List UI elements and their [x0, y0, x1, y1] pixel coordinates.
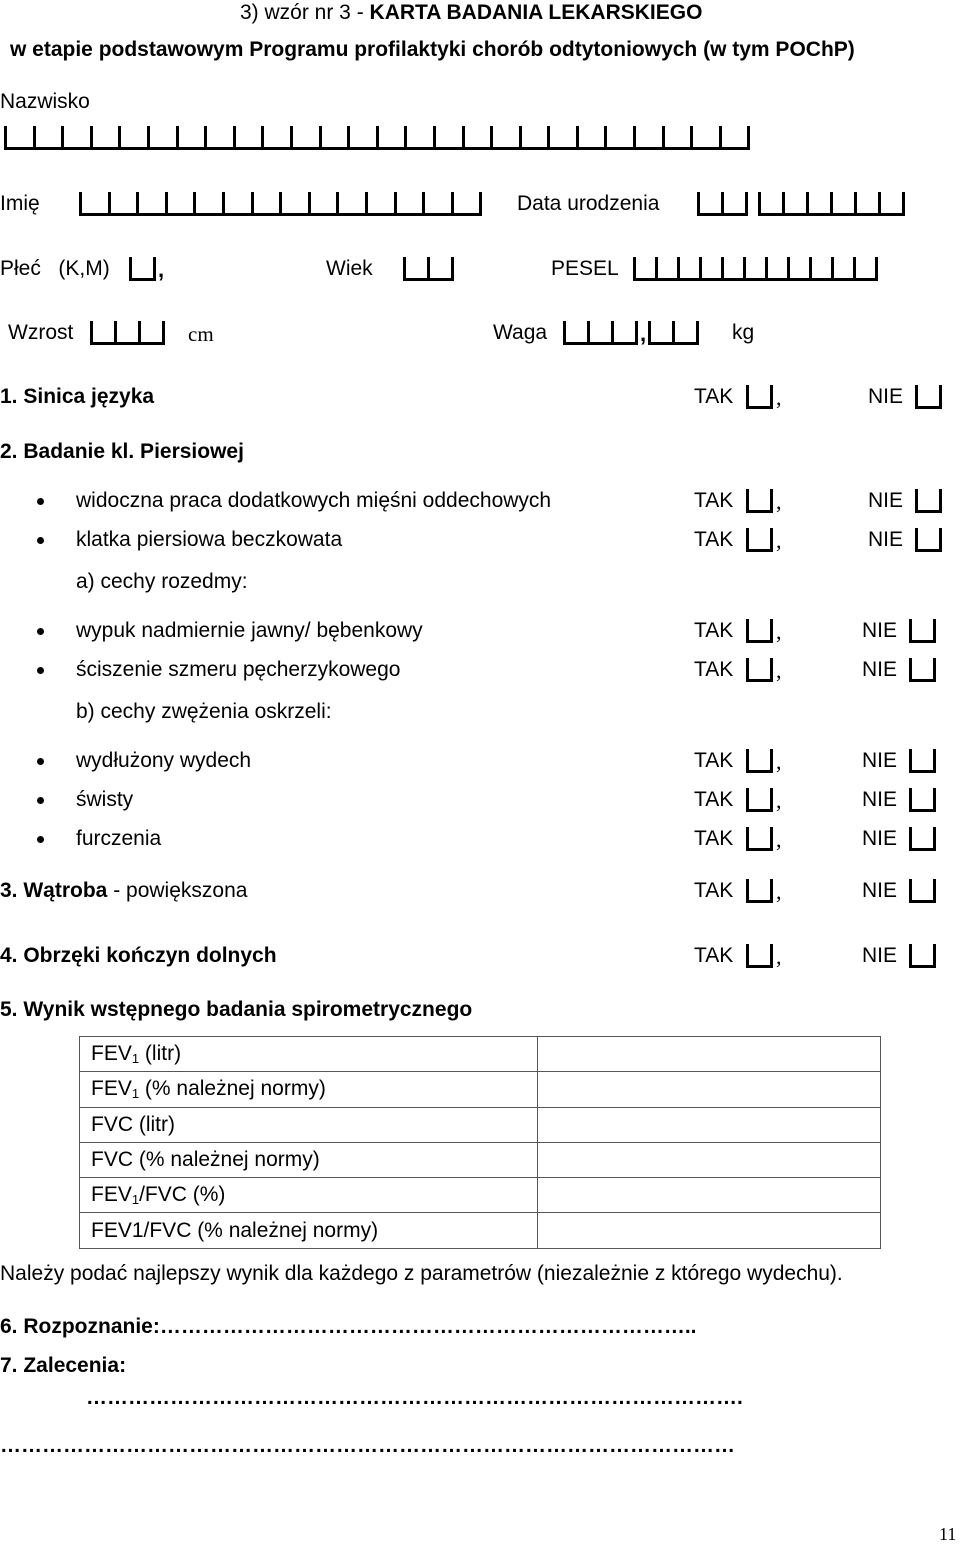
- spirometry-value[interactable]: [538, 1142, 881, 1177]
- item-diminished-breath: ściszenie szmeru pęcherzykowego: [76, 658, 401, 681]
- spirometry-value[interactable]: [538, 1107, 881, 1142]
- birthdate-field[interactable]: [697, 190, 905, 216]
- yes-label: TAK: [694, 619, 734, 642]
- input-cell[interactable]: [699, 257, 721, 281]
- input-cell[interactable]: [147, 126, 176, 150]
- document-header: [240, 0, 702, 26]
- age-label: Wiek: [326, 257, 373, 280]
- section-6-diagnosis[interactable]: 6. Rozpoznanie:…………………………………………………………………..: [0, 1315, 697, 1338]
- input-cell[interactable]: [336, 192, 365, 216]
- input-cell[interactable]: [721, 257, 743, 281]
- input-cell[interactable]: [204, 126, 233, 150]
- no-label: NIE: [862, 788, 898, 811]
- input-cell[interactable]: [462, 126, 491, 150]
- subsection-a-label: a) cechy rozedmy:: [76, 570, 248, 593]
- input-cell[interactable]: [290, 126, 319, 150]
- yes-checkbox[interactable]: ,: [746, 786, 782, 812]
- no-label: NIE: [862, 658, 898, 681]
- age-field[interactable]: [403, 255, 454, 281]
- section-1-label: 1. Sinica języka: [0, 385, 155, 408]
- weight-label: Waga: [493, 321, 548, 344]
- input-cell[interactable]: [422, 192, 451, 216]
- input-cell[interactable]: [118, 126, 147, 150]
- input-cell[interactable]: [655, 257, 677, 281]
- item-rhonchi: furczenia: [76, 827, 162, 850]
- spirometry-parameter: FEV1/FVC (% należnej normy): [80, 1213, 538, 1248]
- yes-label: TAK: [694, 658, 734, 681]
- input-cell[interactable]: [576, 126, 605, 150]
- section-3-label: 3. Wątroba - powiększona: [0, 879, 248, 902]
- no-checkbox[interactable]: [915, 526, 942, 552]
- section-7-label: 7. Zalecenia:: [0, 1354, 127, 1377]
- input-cell[interactable]: [165, 192, 194, 216]
- section-4-label: 4. Obrzęki kończyn dolnych: [0, 944, 277, 967]
- spirometry-row: [80, 1142, 881, 1177]
- yes-label: TAK: [694, 489, 734, 512]
- yes-label: TAK: [694, 944, 734, 967]
- bullet: [37, 758, 44, 765]
- subsection-b-label: b) cechy zwężenia oskrzeli:: [76, 700, 332, 723]
- no-checkbox[interactable]: [915, 487, 942, 513]
- no-checkbox[interactable]: [909, 786, 936, 812]
- input-cell[interactable]: [233, 126, 262, 150]
- input-cell[interactable]: [222, 192, 251, 216]
- no-checkbox[interactable]: [909, 617, 936, 643]
- input-cell[interactable]: [347, 126, 376, 150]
- yes-label: TAK: [694, 749, 734, 772]
- surname-field[interactable]: [4, 124, 750, 150]
- input-cell[interactable]: [633, 257, 655, 281]
- input-cell[interactable]: [604, 126, 633, 150]
- birthdate-label: Data urodzenia: [517, 192, 660, 215]
- item-hyperresonance: wypuk nadmiernie jawny/ bębenkowy: [76, 619, 423, 642]
- yes-checkbox[interactable]: ,: [746, 487, 782, 513]
- item-barrel-chest: klatka piersiowa beczkowata: [76, 528, 343, 551]
- input-cell[interactable]: [108, 192, 137, 216]
- pesel-field[interactable]: [633, 255, 878, 281]
- input-cell[interactable]: [743, 257, 765, 281]
- yes-checkbox[interactable]: ,: [746, 617, 782, 643]
- input-cell[interactable]: [394, 192, 423, 216]
- item-prolonged-expiration: wydłużony wydech: [76, 749, 252, 772]
- spirometry-parameter: FVC (litr): [80, 1107, 538, 1142]
- surname-label: Nazwisko: [0, 90, 90, 113]
- header-prefix: 3) wzór nr 3 -: [240, 1, 370, 24]
- input-cell[interactable]: [193, 192, 222, 216]
- spirometry-value[interactable]: [538, 1178, 881, 1213]
- input-cell[interactable]: [33, 126, 62, 150]
- no-checkbox[interactable]: [909, 877, 936, 903]
- spirometry-parameter: $FEV_1$ (% należnej normy): [80, 1072, 538, 1107]
- no-checkbox[interactable]: [909, 825, 936, 851]
- input-cell[interactable]: [765, 257, 787, 281]
- input-cell[interactable]: [4, 126, 33, 150]
- weight-unit: kg: [732, 321, 755, 344]
- spirometry-row: [80, 1213, 881, 1248]
- yes-label: TAK: [694, 528, 734, 551]
- no-label: NIE: [862, 879, 898, 902]
- input-cell[interactable]: [690, 126, 719, 150]
- input-cell[interactable]: [308, 192, 337, 216]
- input-cell[interactable]: [677, 257, 699, 281]
- yes-checkbox[interactable]: ,: [746, 825, 782, 851]
- height-field[interactable]: [90, 319, 165, 345]
- bullet: [37, 836, 44, 843]
- bullet: [37, 797, 44, 804]
- input-cell[interactable]: [809, 257, 831, 281]
- input-cell[interactable]: [853, 257, 875, 281]
- spirometry-row: [80, 1037, 881, 1072]
- no-checkbox[interactable]: [915, 383, 942, 409]
- spirometry-parameter: $FEV_1$ (litr): [80, 1037, 538, 1072]
- bullet: [37, 498, 44, 505]
- input-cell[interactable]: [251, 192, 280, 216]
- no-checkbox[interactable]: [909, 942, 936, 968]
- no-checkbox[interactable]: [909, 656, 936, 682]
- input-cell[interactable]: [662, 126, 691, 150]
- no-label: NIE: [862, 827, 898, 850]
- no-label: NIE: [868, 528, 904, 551]
- firstname-label: Imię: [0, 192, 40, 215]
- weight-field[interactable]: ,: [563, 319, 699, 345]
- page-number: 11: [939, 1524, 957, 1544]
- spirometry-value[interactable]: [538, 1213, 881, 1248]
- yes-checkbox[interactable]: ,: [746, 656, 782, 682]
- recommendations-line-1[interactable]: ………………………………………………………………………………….: [86, 1386, 743, 1409]
- input-cell[interactable]: [633, 126, 662, 150]
- yes-checkbox[interactable]: ,: [746, 942, 782, 968]
- yes-checkbox[interactable]: ,: [746, 383, 782, 409]
- recommendations-line-2[interactable]: ……………………………………………………………………………………………: [0, 1434, 735, 1457]
- input-cell[interactable]: [451, 192, 480, 216]
- header-title: KARTA BADANIA LEKARSKIEGO: [369, 1, 703, 24]
- no-label: NIE: [862, 749, 898, 772]
- no-checkbox[interactable]: [909, 747, 936, 773]
- input-cell[interactable]: [787, 257, 809, 281]
- input-cell[interactable]: [319, 126, 348, 150]
- pesel-label: PESEL: [551, 257, 619, 280]
- firstname-field[interactable]: [79, 190, 482, 216]
- spirometry-row: [80, 1072, 881, 1107]
- no-label: NIE: [862, 619, 898, 642]
- input-cell[interactable]: [376, 126, 405, 150]
- input-cell[interactable]: [261, 126, 290, 150]
- sex-hint: (K,M): [58, 257, 110, 280]
- bullet: [37, 667, 44, 674]
- yes-checkbox[interactable]: ,: [746, 747, 782, 773]
- section-5-label: 5. Wynik wstępnego badania spirometrycznego: [0, 998, 473, 1021]
- spirometry-row: [80, 1178, 881, 1213]
- input-cell[interactable]: [90, 126, 119, 150]
- yes-label: TAK: [694, 788, 734, 811]
- input-cell[interactable]: [831, 257, 853, 281]
- input-cell[interactable]: [719, 126, 748, 150]
- input-cell[interactable]: [547, 126, 576, 150]
- sex-field[interactable]: ,: [129, 255, 166, 281]
- spirometry-table: [79, 1036, 881, 1249]
- item-wheezes: świsty: [76, 788, 134, 811]
- no-label: NIE: [868, 489, 904, 512]
- yes-label: TAK: [694, 827, 734, 850]
- spirometry-parameter: $FEV_1$/FVC (%): [80, 1178, 538, 1213]
- yes-label: TAK: [694, 385, 734, 408]
- input-cell[interactable]: [404, 126, 433, 150]
- yes-checkbox[interactable]: ,: [746, 526, 782, 552]
- input-cell[interactable]: [519, 126, 548, 150]
- yes-checkbox[interactable]: ,: [746, 877, 782, 903]
- input-cell[interactable]: [61, 126, 90, 150]
- header-subtitle: w etapie podstawowym Programu profilaktyki chorób odtytoniowych (w tym POChP): [10, 38, 855, 61]
- section-2-label: 2. Badanie kl. Piersiowej: [0, 440, 244, 463]
- height-unit: cm: [188, 322, 214, 346]
- input-cell[interactable]: [279, 192, 308, 216]
- item-accessory-muscles: widoczna praca dodatkowych mięśni oddechowych: [76, 489, 552, 512]
- input-cell[interactable]: [490, 126, 519, 150]
- input-cell[interactable]: [365, 192, 394, 216]
- input-cell[interactable]: [136, 192, 165, 216]
- spirometry-row: [80, 1107, 881, 1142]
- bullet: [37, 628, 44, 635]
- yes-label: TAK: [694, 879, 734, 902]
- no-label: NIE: [868, 385, 904, 408]
- spirometry-note: Należy podać najlepszy wynik dla każdego z parametrów (niezależnie z którego wydechu).: [0, 1262, 843, 1285]
- sex-label: Płeć (K,M): [0, 257, 110, 280]
- input-cell[interactable]: [176, 126, 205, 150]
- no-label: NIE: [862, 944, 898, 967]
- input-cell[interactable]: [79, 192, 108, 216]
- bullet: [37, 537, 44, 544]
- spirometry-value[interactable]: [538, 1037, 881, 1072]
- spirometry-value[interactable]: [538, 1072, 881, 1107]
- height-label: Wzrost: [8, 321, 74, 344]
- input-cell[interactable]: [433, 126, 462, 150]
- spirometry-parameter: FVC (% należnej normy): [80, 1142, 538, 1177]
